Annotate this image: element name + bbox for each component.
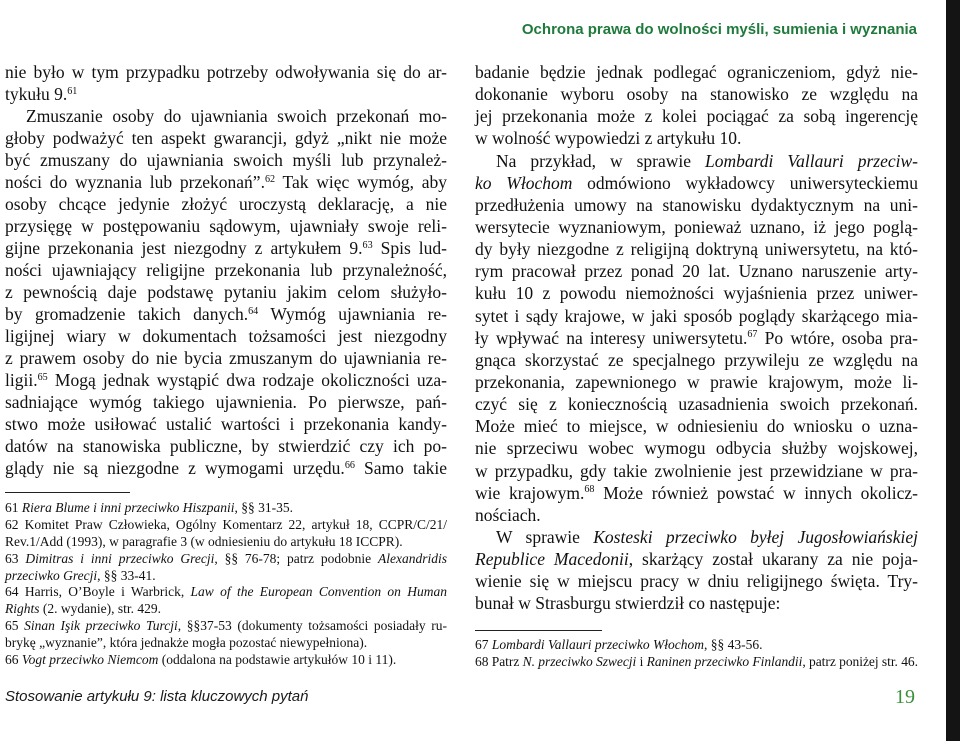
footnote-line (5, 568, 447, 585)
text-run: wersytecie wyznaniowym, ponieważ uznano, iż jego poglą- (475, 216, 918, 237)
line-content (475, 238, 918, 260)
footnote-line (5, 635, 447, 652)
line-content (475, 216, 918, 238)
italic-run: Dimitras i inni przeciwko Grecji (25, 550, 215, 566)
text-run: , §§ 31-35. (234, 500, 293, 515)
text-run: 67 (475, 637, 492, 652)
line-content (5, 171, 447, 193)
text-line (475, 83, 918, 105)
text-line (5, 281, 447, 303)
line-content (5, 347, 447, 369)
line-content (475, 653, 918, 670)
text-run: nie było w tym przypadku potrzeby odwoływania się do ar- (5, 62, 447, 82)
footnotes (5, 500, 447, 669)
line-content (475, 371, 918, 393)
text-run: dy były niezgodne z religijną doktryną uniwersytetu, na któ- (475, 239, 918, 260)
text-run: Może mieć to miejsce, w odniesieniu do wniosku o uzna- (475, 416, 918, 437)
text-line (475, 548, 918, 570)
text-run: Spis lud- (372, 238, 447, 258)
text-run: , §§ 43-56. (704, 637, 763, 652)
text-line (5, 413, 447, 435)
page-number: 19 (895, 686, 915, 708)
text-run: przedłużenia umowy na stanowisku dydaktycznym na uni- (475, 194, 918, 215)
text-run: sadniające wymóg takiego ujawnienia. Po pierwsze, pań- (5, 392, 447, 412)
line-content (475, 504, 541, 526)
text-run: jej przekonania może z kolei pociągać za sobą ingerencję (475, 106, 918, 127)
text-run: 68 Patrz (475, 654, 523, 669)
text-line (5, 325, 447, 347)
line-content (5, 618, 447, 635)
text-run: Może również powstać w innych okolicz- (594, 482, 919, 503)
footnote (5, 551, 447, 585)
footnote-reference: 62 (264, 173, 276, 185)
text-run: datów na stanowiska publiczne, by stwierdzić czy ich po- (5, 436, 447, 456)
footnote-line (5, 652, 447, 669)
text-run: być zmuszany do ujawniania swoich myśli lub przynależ- (5, 150, 447, 170)
line-content (475, 83, 918, 105)
text-run: odmówiono wykładowcy uniwersyteckiemu (572, 172, 918, 193)
text-line (475, 526, 918, 548)
footnote-rule (475, 630, 602, 631)
text-line (475, 415, 918, 437)
page-edge-bar (946, 0, 960, 741)
line-content (475, 105, 918, 127)
text-run: z prawem osoby do nie bycia zmuszanym do ujawniania re- (5, 348, 447, 368)
text-run: , patrz poniżej str. 46. (802, 654, 918, 669)
line-content (5, 500, 293, 517)
line-content (496, 526, 918, 548)
text-run: Zmuszanie osoby do ujawniania swoich przekonań mo- (26, 106, 447, 126)
line-content (475, 61, 918, 83)
text-line (475, 437, 918, 459)
text-run: rym pracował przez ponad 20 lat. Uznano naruszenie arty- (475, 261, 918, 282)
running-title: Ochrona prawa do wolności myśli, sumienia i wyznania (521, 21, 917, 38)
footnote-rule (5, 492, 130, 493)
line-content (5, 303, 447, 325)
line-content (5, 259, 447, 281)
text-line (475, 216, 918, 238)
text-line (5, 127, 447, 149)
text-line (475, 460, 918, 482)
text-run: bunał w Strasburgu stwierdził co następuje: (475, 593, 781, 614)
text-run: tykułu 9. (5, 84, 68, 104)
text-run: ły wpływać na interesy uniwersytetu. (475, 327, 748, 348)
italic-run: Republice Macedonii (475, 549, 629, 570)
line-content (5, 584, 447, 601)
text-line (475, 570, 918, 592)
footnote (475, 636, 918, 653)
footnote (5, 517, 447, 551)
text-run: kułu 10 z powodu niemożności wyjaśnienia przez uniwer- (475, 283, 918, 304)
text-line (475, 305, 918, 327)
text-run: 64 Harris, O’Boyle i Warbrick, (5, 584, 191, 600)
italic-run: Lombardi Vallauri przeciw- (704, 150, 918, 171)
text-run: sytet i sądy krajowe, w jaki sposób poglądy skarżącego mia- (475, 305, 918, 326)
footnotes (475, 636, 918, 670)
line-content (5, 127, 447, 149)
text-line (475, 327, 918, 349)
text-run: 61 (5, 500, 22, 515)
line-content (5, 413, 447, 435)
line-content (475, 260, 918, 282)
text-run: (oddalona na podstawie artykułów 10 i 11). (158, 652, 397, 668)
line-content (475, 172, 918, 194)
line-content (475, 327, 918, 349)
text-run: by gromadzenie takich danych. (5, 304, 249, 324)
text-run: Mogą jednak wystąpić dwa rodzaje okoliczności uza- (47, 370, 447, 390)
text-run: nie sprzeciwu wobec wymogu odbycia służby wojskowej, (475, 438, 918, 459)
text-line (475, 61, 918, 83)
text-line (475, 194, 918, 216)
line-content (475, 570, 918, 592)
line-content (5, 61, 447, 83)
footnote-line (5, 601, 447, 618)
footnote (475, 653, 918, 670)
text-run: z pewnością daje podstawę pytaniu jakim celom służyło- (5, 282, 447, 302)
text-run: nościach. (475, 504, 541, 525)
line-content (5, 652, 396, 669)
text-line (5, 83, 447, 105)
text-run: i (636, 654, 647, 669)
text-line (475, 282, 918, 304)
text-run: Wymóg ujawniania re- (258, 304, 447, 324)
text-run: wienie się w miejscu pracy w dniu religijnego święta. Try- (475, 571, 918, 592)
text-run: ligijnej wiary w dokumentach tożsamości jest niezgodny (5, 326, 447, 346)
footnote-line (5, 551, 447, 568)
text-run: glądy nie są niezgodne z wymogami urzędu. (5, 458, 345, 478)
text-run: gnąca skorzystać ze specjalnego przywileju ze względu na (475, 349, 918, 370)
paragraph (475, 150, 918, 526)
text-line (5, 259, 447, 281)
italic-run: przeciwko Grecji (5, 567, 98, 583)
line-content (475, 482, 918, 504)
text-run: , §§ 76-78; patrz podobnie (214, 550, 378, 566)
text-run: 65 (5, 618, 25, 634)
line-content (496, 150, 918, 172)
line-content (475, 437, 918, 459)
italic-run: Kosteski przeciwko byłej Jugosłowiańskiej (593, 526, 918, 547)
text-line (475, 105, 918, 127)
paragraph (5, 105, 447, 479)
line-content (475, 305, 918, 327)
line-content (5, 601, 161, 618)
italic-run: N. przeciwko Szwecji (522, 654, 637, 669)
line-content (5, 551, 447, 568)
text-line (475, 371, 918, 393)
text-line (475, 150, 918, 172)
footnote-line (5, 500, 447, 517)
text-line (475, 504, 918, 526)
footnote-line (475, 636, 918, 653)
text-line (5, 215, 447, 237)
italic-run: Raninen przeciwko Finlandii (646, 654, 803, 669)
line-content (5, 568, 156, 585)
text-line (475, 349, 918, 371)
right-column (475, 61, 918, 615)
text-run: ligii. (5, 370, 38, 390)
footer-book-title: Stosowanie artykułu 9: lista kluczowych pytań (5, 688, 309, 705)
text-run: przekonania, zapewnionego w prawie krajowym, może li- (475, 371, 918, 392)
line-content (5, 517, 447, 534)
text-line (5, 105, 447, 127)
footnote-line (5, 584, 447, 601)
text-line (5, 303, 447, 325)
text-run: Po wtóre, osoba pra- (757, 327, 918, 348)
footnote-reference: 65 (37, 371, 48, 383)
text-line (475, 482, 918, 504)
text-line (475, 127, 918, 149)
line-content (475, 282, 918, 304)
line-content (475, 194, 918, 216)
line-content (5, 391, 447, 413)
text-run: głoby podważyć ten aspekt gwarancji, gdyż „nikt nie może (5, 128, 447, 148)
line-content (26, 105, 447, 127)
line-content (475, 393, 918, 415)
text-run: Na przykład, w sprawie (496, 150, 705, 171)
text-run: dokonanie wyboru osoby na stanowisko ze względu na (475, 84, 918, 105)
italic-run: Alexandridis (378, 550, 447, 566)
text-run: ności do wyznania lub przekonań”. (5, 172, 265, 192)
text-line (5, 171, 447, 193)
text-run: wie krajowym. (475, 482, 585, 503)
text-run: 63 (5, 550, 26, 566)
paragraph (475, 526, 918, 615)
footnote-reference: 68 (584, 484, 595, 496)
text-run: stwo może usiłować ustalić wartości i przekonania kandy- (5, 414, 447, 434)
text-run: , §§37-53 (dokumenty tożsamości posiadały ru- (177, 618, 448, 634)
italic-run: ko Włochom (475, 172, 573, 193)
line-content (5, 149, 447, 171)
text-run: przysięgę w postępowaniu sądowym, ujawniały swoje reli- (5, 216, 447, 236)
footnote-line (5, 618, 447, 635)
text-run: 66 (5, 652, 22, 668)
line-content (475, 592, 780, 614)
paragraph (5, 61, 447, 105)
text-line (5, 347, 447, 369)
line-content (5, 435, 447, 457)
text-run: , skarżący został ukarany za nie poja- (628, 549, 918, 570)
line-content (5, 83, 77, 105)
text-line (475, 260, 918, 282)
text-line (475, 238, 918, 260)
text-line (5, 369, 447, 391)
line-content (5, 325, 447, 347)
text-line (5, 457, 447, 479)
footnote-line (5, 517, 447, 534)
text-run: , §§ 33-41. (97, 567, 156, 583)
footnote-reference: 63 (362, 239, 373, 251)
text-run: w wolność wypowiedzi z artykułu 10. (475, 128, 742, 149)
footnote-reference: 66 (344, 459, 355, 471)
text-run: Rev.1/Add (1993), w paragrafie 3 (w odniesieniu do artykułu 18 ICCPR). (5, 533, 403, 549)
footnote (5, 584, 447, 618)
line-content (5, 193, 447, 215)
text-line (5, 61, 447, 83)
text-run: Samo takie (354, 458, 447, 478)
footnote-line (5, 534, 447, 551)
line-content (5, 534, 403, 551)
text-line (475, 393, 918, 415)
text-run: ności ujawniający religijne przekonania lub przynależność, (5, 260, 447, 280)
footnote-reference: 61 (67, 85, 78, 97)
text-line (475, 592, 918, 614)
text-run: 62 Komitet Praw Człowieka, Ogólny Komentarz 22, artykuł 18, CCPR/C/21/ (5, 516, 447, 532)
text-run: czyć się z koniecznością uzasadnienia swoich przekonań. (475, 394, 918, 415)
text-run: osoby chcące jedynie złożyć uroczystą deklarację, a nie (5, 194, 447, 214)
text-line (5, 237, 447, 259)
line-content (5, 215, 447, 237)
italic-run: Rights (5, 601, 40, 617)
italic-run: Sinan Işik przeciwko Turcji (24, 618, 178, 634)
line-content (475, 548, 918, 570)
footnote-reference: 64 (248, 305, 259, 317)
line-content (475, 127, 741, 149)
line-content (475, 349, 918, 371)
text-line (5, 435, 447, 457)
footnote (5, 500, 447, 517)
italic-run: Vogt przeciwko Niemcom (21, 652, 159, 668)
line-content (5, 457, 447, 479)
italic-run: Riera Blume i inni przeciwko Hiszpanii (21, 500, 235, 515)
italic-run: Law of the European Convention on Human (190, 584, 447, 600)
line-content (475, 460, 918, 482)
footnote-reference: 67 (747, 329, 758, 341)
footnote (5, 618, 447, 652)
footnote (5, 652, 447, 669)
line-content (5, 237, 447, 259)
text-line (5, 391, 447, 413)
text-line (5, 193, 447, 215)
footnote-line (475, 653, 918, 670)
text-run: (2. wydanie), str. 429. (39, 601, 161, 617)
line-content (5, 281, 447, 303)
line-content (5, 369, 447, 391)
left-column (5, 61, 447, 479)
text-run: w przypadku, gdy takie zwolnienie jest przewidziane w pra- (475, 460, 918, 481)
text-line (5, 149, 447, 171)
line-content (5, 635, 367, 652)
text-run: badanie będzie jednak podlegać ograniczeniom, gdyż nie- (475, 62, 918, 82)
line-content (475, 636, 763, 653)
paragraph (475, 61, 918, 150)
text-run: W sprawie (496, 526, 594, 547)
text-run: Tak więc wymóg, aby (275, 172, 447, 192)
italic-run: Lombardi Vallauri przeciwko Włochom (491, 637, 704, 652)
text-line (475, 172, 918, 194)
text-run: brykę „wyznanie”, która jednakże mogła pozostać niewypełniona). (5, 635, 368, 651)
text-run: gijne przekonania jest niezgodny z artykułem 9. (5, 238, 363, 258)
line-content (475, 415, 918, 437)
